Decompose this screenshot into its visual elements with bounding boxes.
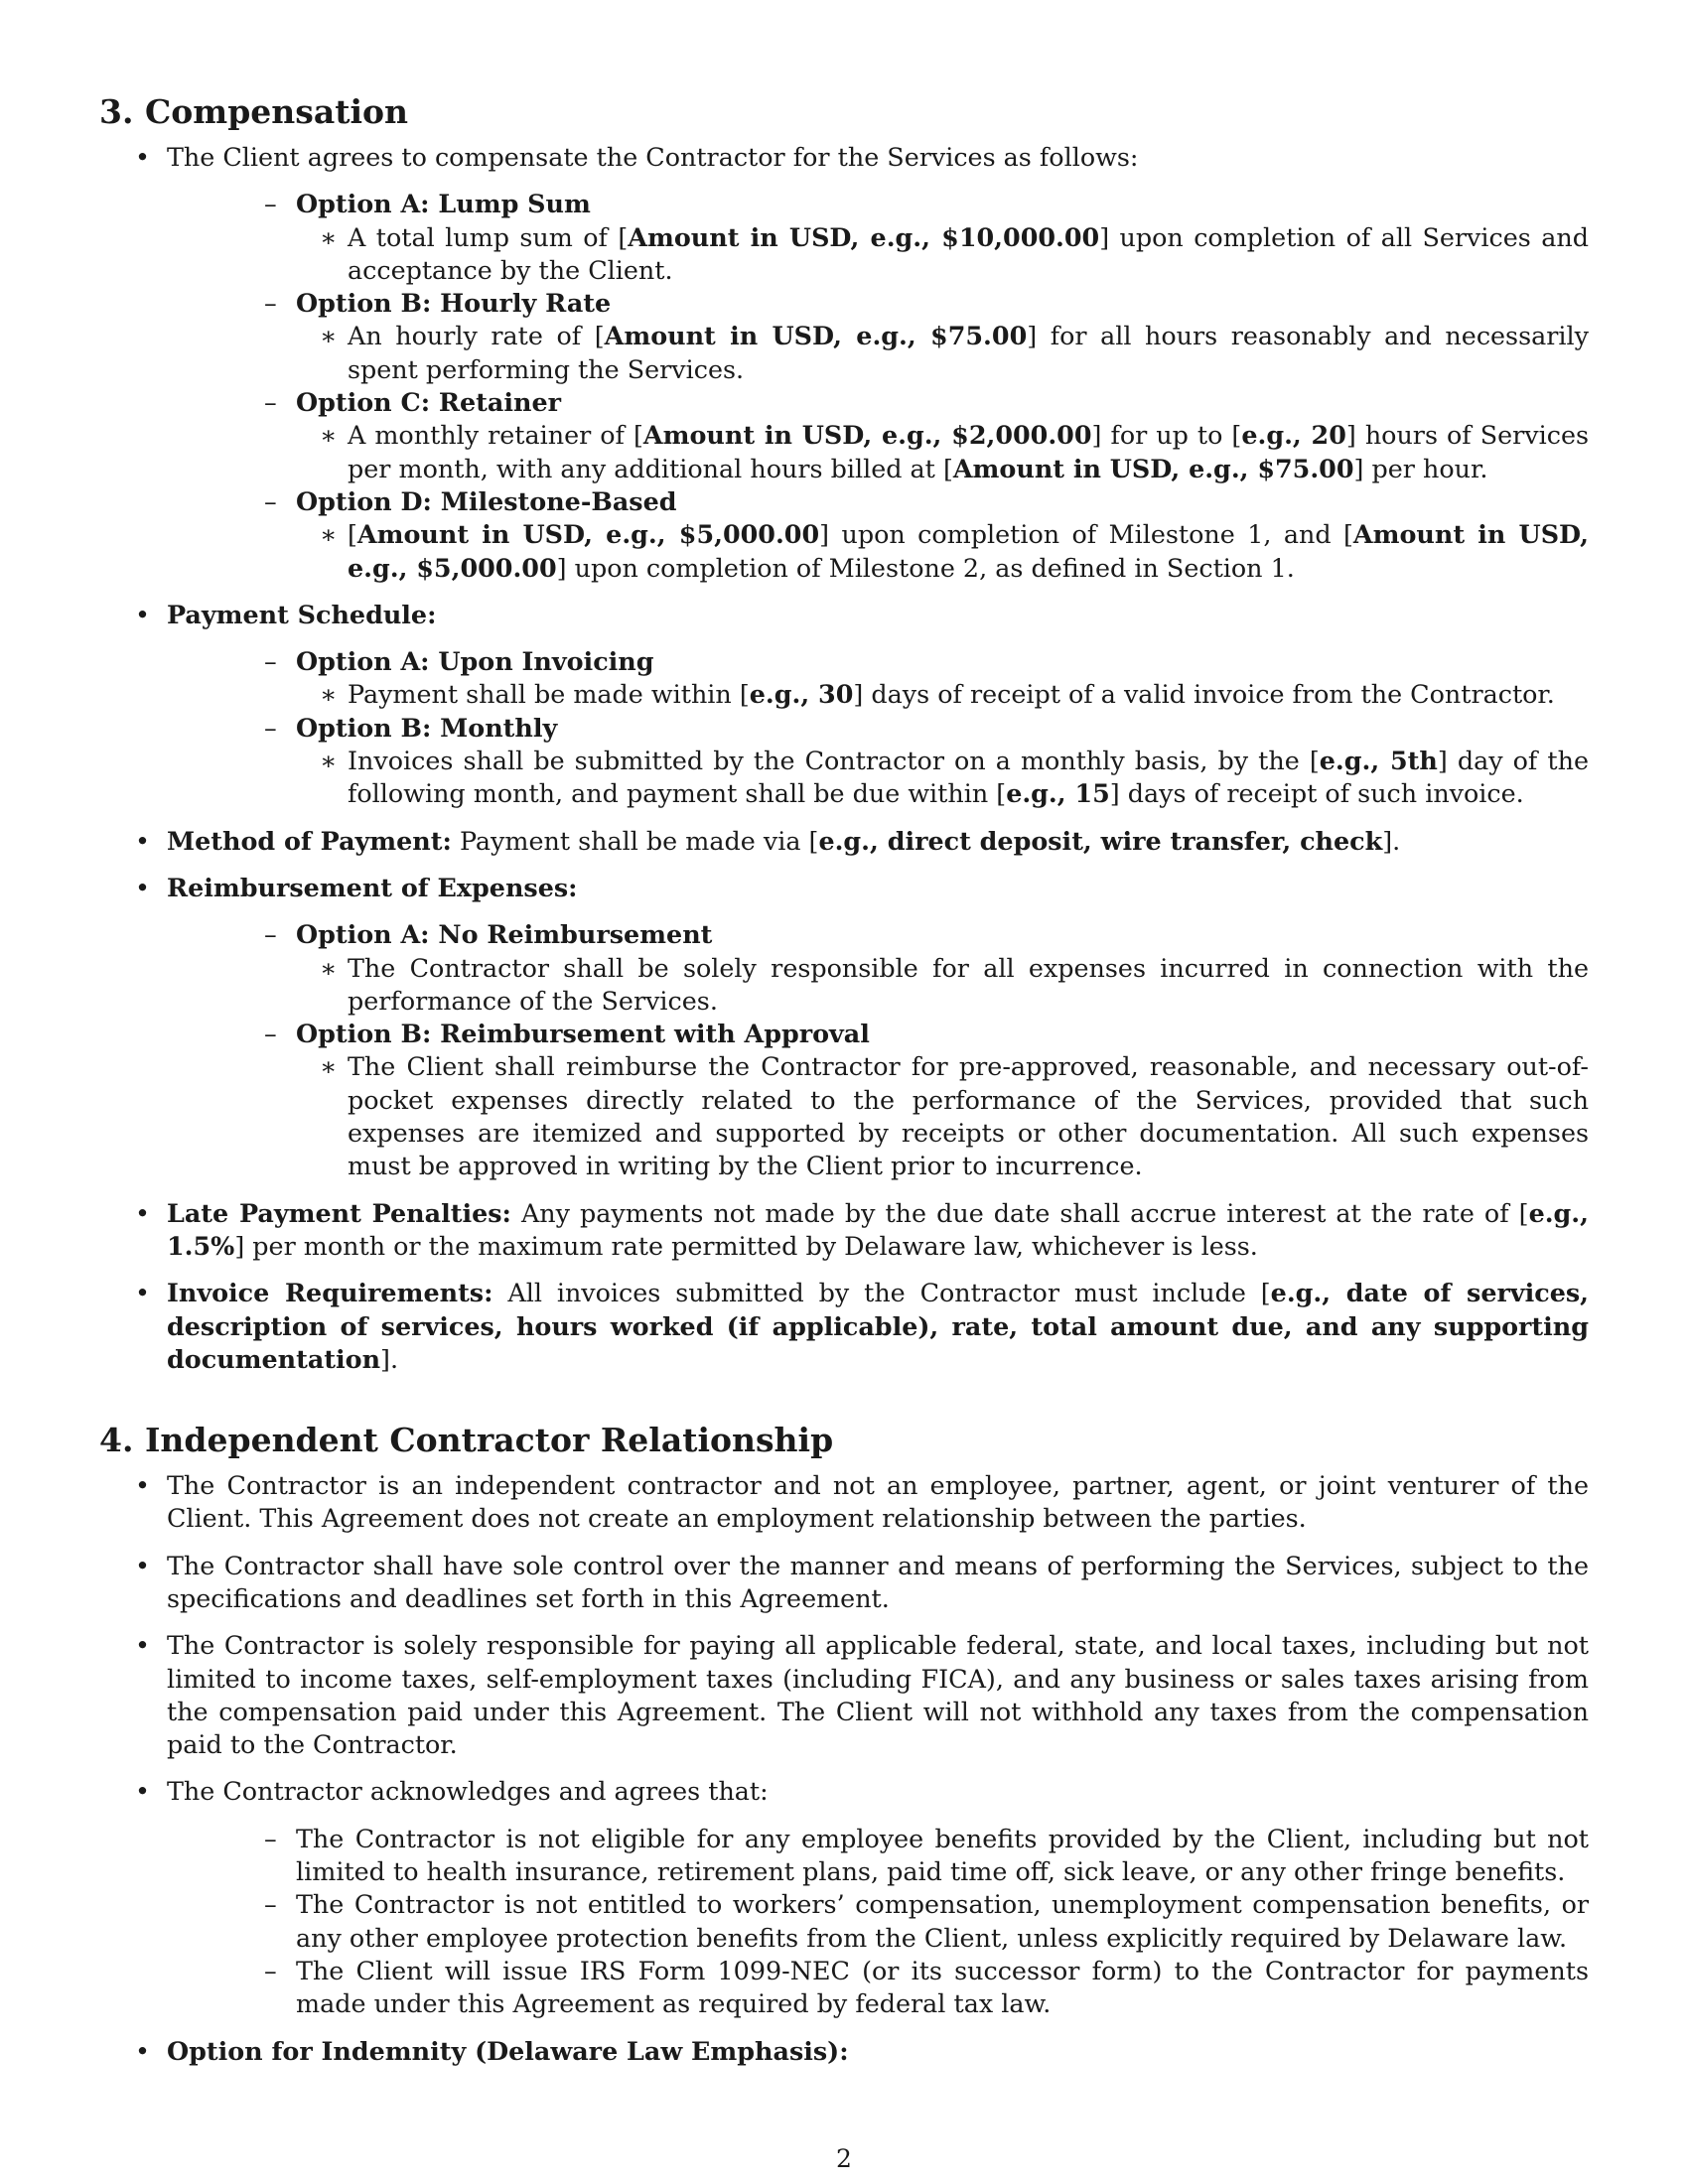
contractor-taxes-paragraph: • The Contractor is solely responsible for paying all applicable federal, state, and local taxes, including but not limited to income taxes, self-employment taxes (including FICA), and any business or sales taxes arising from the compensation paid under this Agreement. The Client will not withhold any taxes from the compensation paid to the Contractor.: [99, 1629, 1589, 1761]
reimbursement-option-a-detail: ∗ The Contractor shall be solely responsible for all expenses incurred in connection with the performance of the Services.: [167, 952, 1589, 1019]
acknowledgement-item: – The Contractor is not eligible for any employee benefits provided by the Client, including but not limited to health insurance, retirement plans, paid time off, sick leave, or any other fringe benefits.: [167, 1823, 1589, 1889]
schedule-option-a-detail: ∗ Payment shall be made within [e.g., 30] days of receipt of a valid invoice from the Contractor.: [167, 678, 1589, 711]
option-a-detail: ∗ A total lump sum of [Amount in USD, e.g., $10,000.00] upon completion of all Services and acceptance by the Client.: [167, 221, 1589, 288]
contractor-acknowledgement: • The Contractor acknowledges and agrees that: – The Contractor is not eligible for any employee benefits provided by the Client, including but not limited to health insurance, retirement plans, paid time off, sick leave, or any other fringe benefits. – The Contractor is not entitled to workers’ compensation, unemployment compensation benefits, or any other employee protection benefits from the Client, unless explicitly required by Delaware law. – The Client will issue IRS Form 1099-NEC (or its successor form) to the Contractor for payments made under this Agreement as required by federal tax law.: [99, 1775, 1589, 2020]
reimbursement-option-b: – Option B: Reimbursement with Approval: [167, 1018, 1589, 1050]
method-of-payment: • Method of Payment: Payment shall be made via [e.g., direct deposit, wire transfer, check].: [99, 825, 1589, 858]
acknowledgement-item: – The Client will issue IRS Form 1099-NEC (or its successor form) to the Contractor for payments made under this Agreement as required by federal tax law.: [167, 1955, 1589, 2021]
option-b-detail: ∗ An hourly rate of [Amount in USD, e.g., $75.00] for all hours reasonably and necessarily spent performing the Services.: [167, 320, 1589, 386]
schedule-option-b-detail: ∗ Invoices shall be submitted by the Contractor on a monthly basis, by the [e.g., 5th] day of the following month, and payment shall be due within [e.g., 15] days of receipt of such invoice.: [167, 745, 1589, 811]
acknowledgement-item: – The Contractor is not entitled to workers’ compensation, unemployment compensation benefits, or any other employee protection benefits from the Client, unless explicitly required by Delaware law.: [167, 1888, 1589, 1955]
schedule-option-a: – Option A: Upon Invoicing: [167, 645, 1589, 678]
reimbursement-option-a: – Option A: No Reimbursement: [167, 918, 1589, 951]
option-d-detail: ∗ [Amount in USD, e.g., $5,000.00] upon completion of Milestone 1, and [Amount in USD, e.g., $5,000.00] upon completion of Milestone 2, as defined in Section 1.: [167, 518, 1589, 585]
late-payment-penalties: • Late Payment Penalties: Any payments not made by the due date shall accrue interest at the rate of [e.g., 1.5%] per month or the maximum rate permitted by Delaware law, whichever is less.: [99, 1197, 1589, 1264]
invoice-requirements: • Invoice Requirements: All invoices submitted by the Contractor must include [e.g., date of services, description of services, hours worked (if applicable), rate, total amount due, and any supporting documentation].: [99, 1277, 1589, 1376]
contractor-control-paragraph: • The Contractor shall have sole control over the manner and means of performing the Services, subject to the specifications and deadlines set forth in this Agreement.: [99, 1550, 1589, 1616]
option-c-retainer: – Option C: Retainer: [167, 386, 1589, 419]
schedule-option-b: – Option B: Monthly: [167, 712, 1589, 745]
reimbursement-option-b-detail: ∗ The Client shall reimburse the Contractor for pre-approved, reasonable, and necessary out-of-pocket expenses directly related to the performance of the Services, provided that such expenses are itemized and supported by receipts or other documentation. All such expenses must be approved in writing by the Client prior to incurrence.: [167, 1050, 1589, 1182]
indemnity-option: • Option for Indemnity (Delaware Law Emphasis):: [99, 2035, 1589, 2068]
reimbursement-of-expenses: • Reimbursement of Expenses: – Option A: No Reimbursement ∗ The Contractor shall be solely responsible for all expenses incurred in connection with the performance of the Services. – Option B: Reimbursement with Approval ∗ The Client shall reimburse the Contractor for pre-approved, reasonable, and necessary out-of-pocket expenses directly related to the performance of the Services, provided that such expenses are itemized and supported by receipts or other documentation. All such expenses must be approved in writing by the Client prior to incurrence.: [99, 872, 1589, 1183]
option-a-lump-sum: – Option A: Lump Sum: [167, 188, 1589, 220]
payment-schedule: • Payment Schedule: – Option A: Upon Invoicing ∗ Payment shall be made within [e.g., 30] days of receipt of a valid invoice from the Contractor. – Option B: Monthly ∗ Invoices shall be submitted by the Contractor on a monthly basis, by the [e.g., 5th] day of the following month, and payment shall be due within [e.g., 15] days of receipt of such invoice.: [99, 599, 1589, 811]
document-page: [99, 91, 1589, 2068]
option-b-hourly: – Option B: Hourly Rate: [167, 287, 1589, 320]
section-4-heading: 4. Independent Contractor Relationship: [99, 1421, 834, 1460]
contractor-status-paragraph: • The Contractor is an independent contractor and not an employee, partner, agent, or joint venturer of the Client. This Agreement does not create an employment relationship between the parties.: [99, 1469, 1589, 1536]
compensation-intro: • The Client agrees to compensate the Contractor for the Services as follows: – Option A: Lump Sum ∗ A total lump sum of [Amount in USD, e.g., $10,000.00] upon completion of all Services and acceptance by the Client. – Option B: Hourly Rate ∗ An hourly rate of [Amount in USD, e.g., $75.00] for all hours reasonably and necessarily spent performing the Services. – Option C: Retainer ∗ A monthly retainer of [Amount in USD, e.g., $2,000.00] for up to [e.g., 20] hours of Services per month, with any additional hours billed at [Amount in USD, e.g., $75.00] per hour. – Option D: Milestone-Based ∗ [Amount in USD, e.g., $5,000.00] upon completion of Milestone 1, and [Amount in USD, e.g., $5,000.00] upon completion of Milestone 2, as defined in Section 1.: [99, 141, 1589, 585]
option-d-milestone: – Option D: Milestone-Based: [167, 485, 1589, 518]
page-number: 2: [836, 2144, 852, 2173]
option-c-detail: ∗ A monthly retainer of [Amount in USD, e.g., $2,000.00] for up to [e.g., 20] hours of Services per month, with any additional hours billed at [Amount in USD, e.g., $75.00] per hour.: [167, 419, 1589, 485]
section-3-heading: 3. Compensation: [99, 92, 408, 131]
